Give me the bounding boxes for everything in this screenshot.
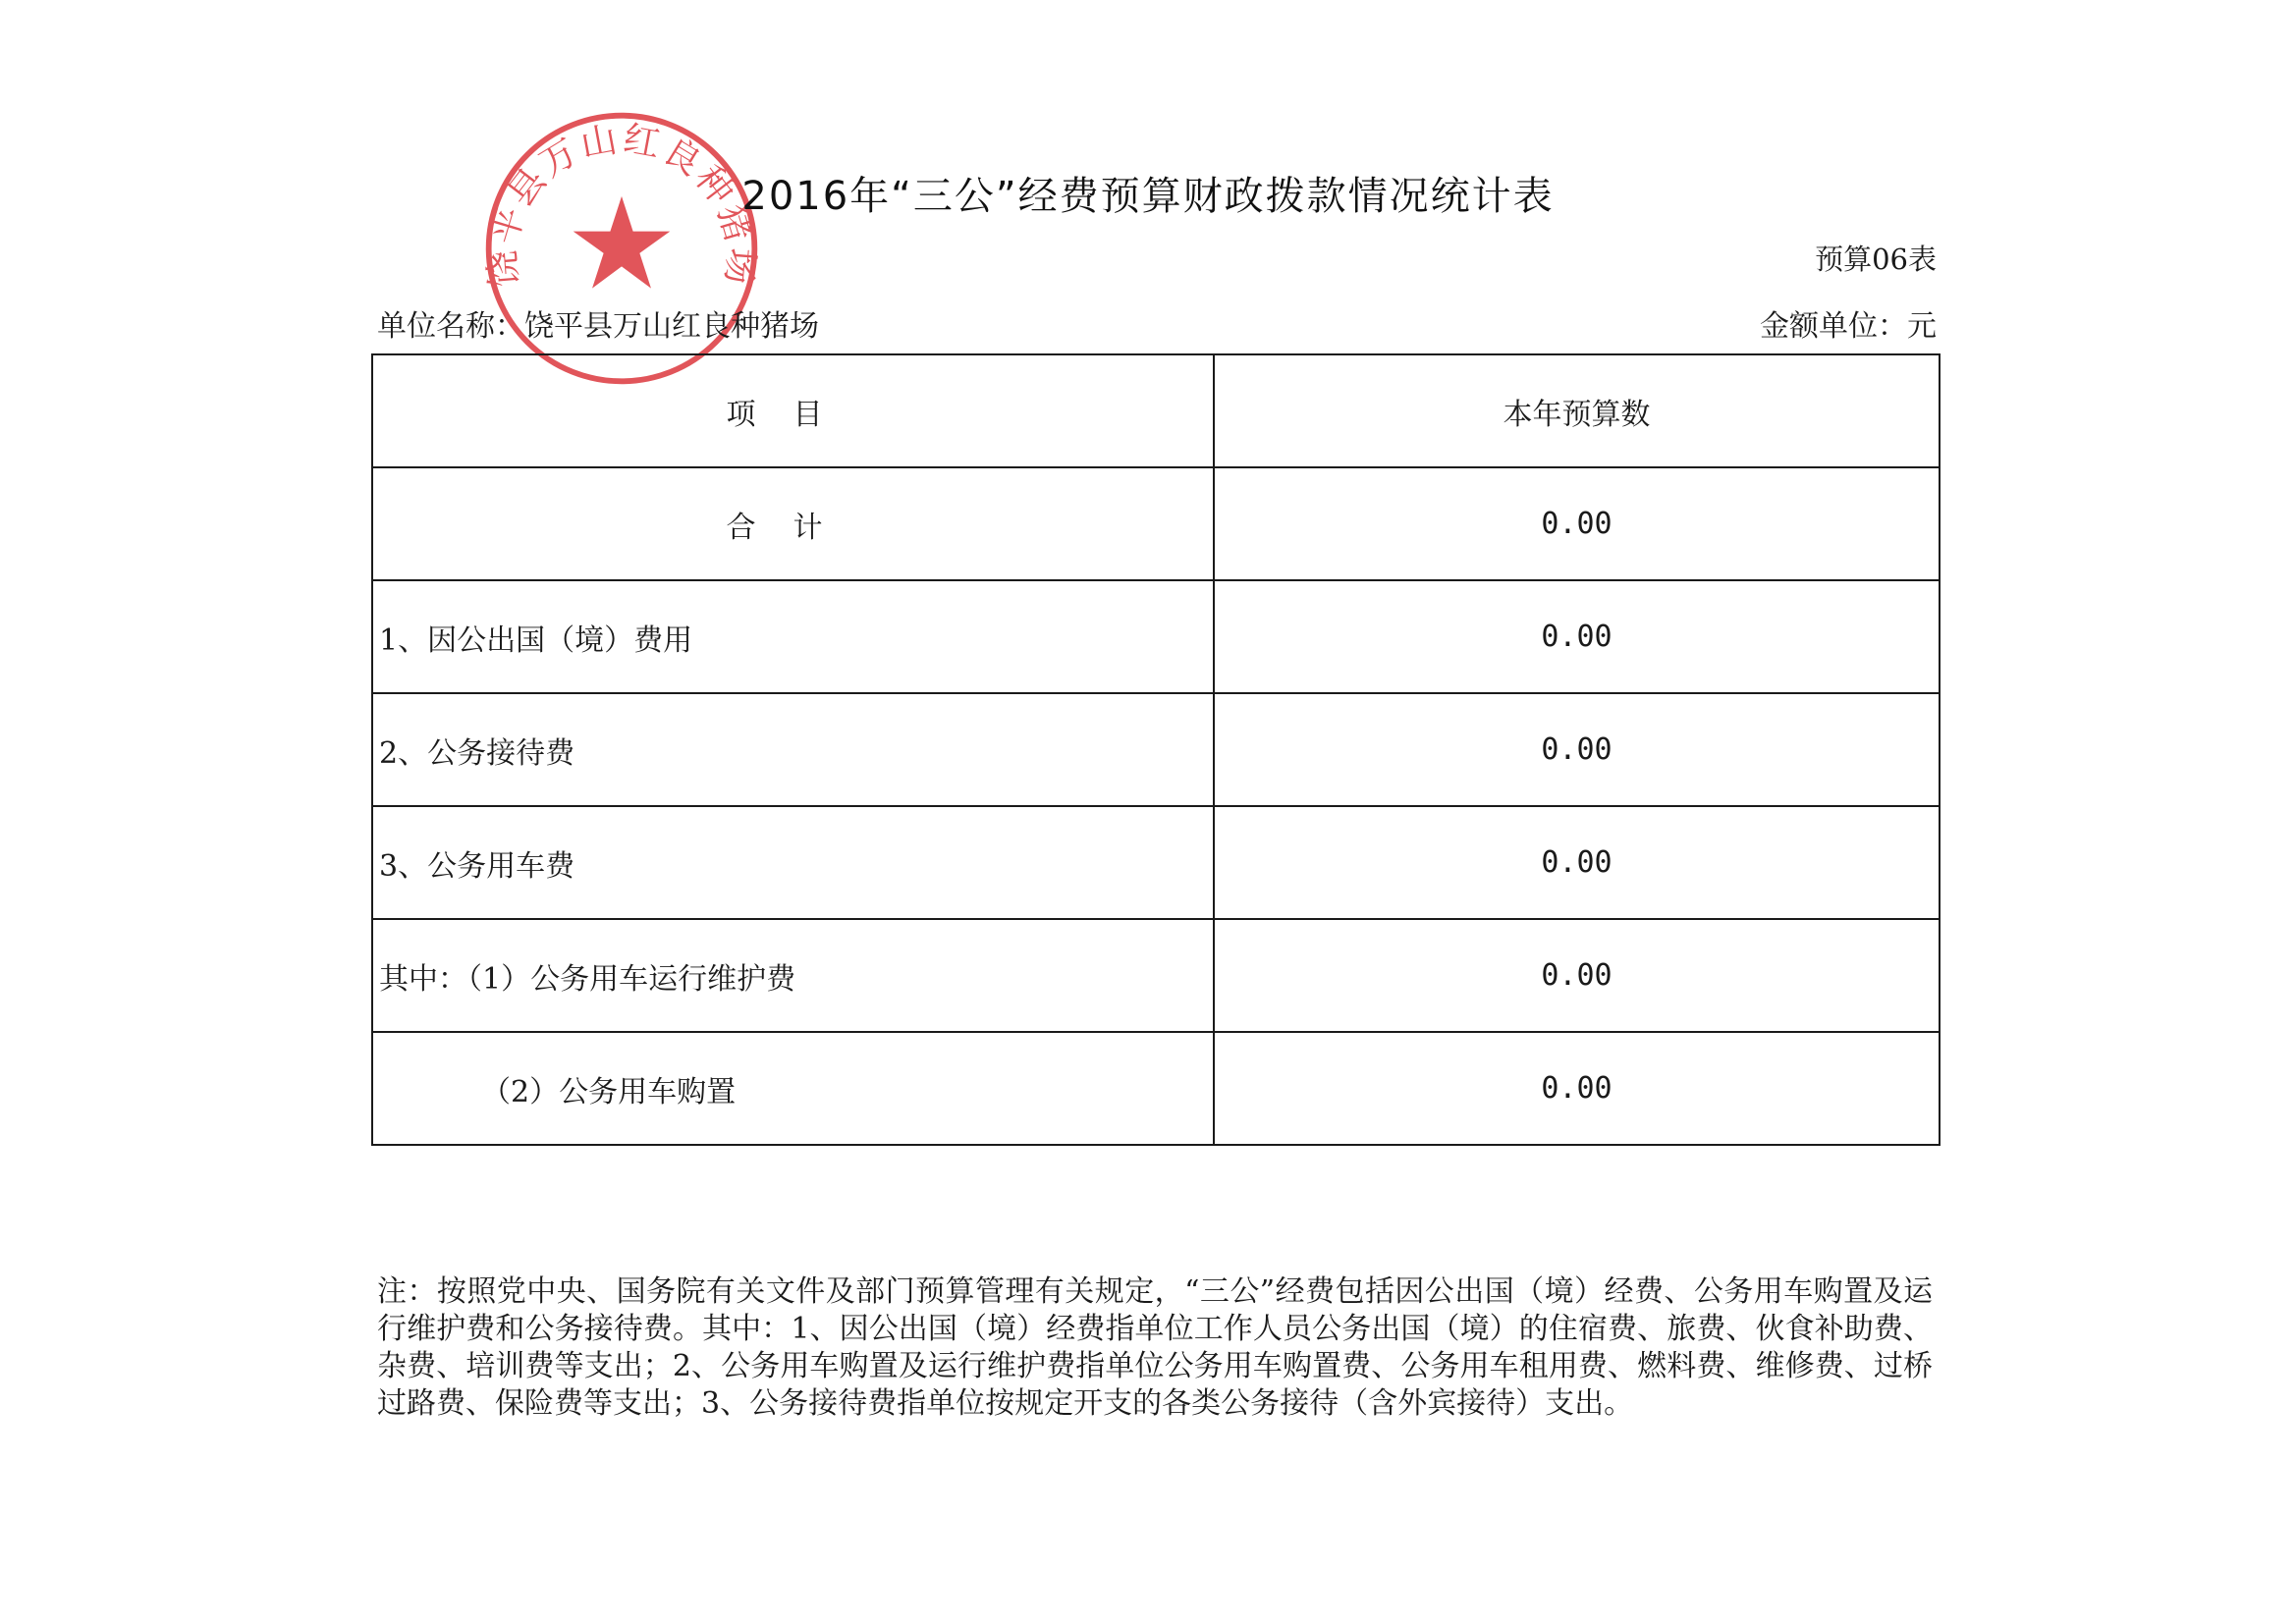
- unit-name: 单位名称：饶平县万山红良种猪场: [377, 309, 819, 344]
- table-header-row: [372, 354, 1940, 467]
- row-label: 1、因公出国（境）费用: [372, 580, 1214, 693]
- row-value: 0.00: [1214, 580, 1940, 693]
- table-row: [372, 693, 1940, 806]
- table-row: [372, 467, 1940, 580]
- budget-table: [371, 353, 1941, 1146]
- official-seal: [479, 106, 764, 391]
- form-code: 预算06表: [1815, 243, 1937, 276]
- table-row: [372, 1032, 1940, 1145]
- amount-unit: 金额单位：元: [1760, 309, 1937, 344]
- row-value: 0.00: [1214, 806, 1940, 919]
- row-value: 0.00: [1214, 1032, 1940, 1145]
- row-value: 0.00: [1214, 919, 1940, 1032]
- seal-text: 饶平县万山红良种猪场: [480, 117, 763, 289]
- table-row: [372, 580, 1940, 693]
- page-title: 2016年“三公”经费预算财政拨款情况统计表: [741, 174, 1555, 219]
- row-label: 2、公务接待费: [372, 693, 1214, 806]
- row-value: 0.00: [1214, 467, 1940, 580]
- table-row: [372, 919, 1940, 1032]
- row-value: 0.00: [1214, 693, 1940, 806]
- row-label: （2）公务用车购置: [372, 1032, 1214, 1145]
- footnote: 注：按照党中央、国务院有关文件及部门预算管理有关规定，“三公”经费包括因公出国（境）经费、公务用车购置及运行维护费和公务接待费。其中：1、因公出国（境）经费指单位工作人员公务出国（境）的住宿费、旅费、伙食补助费、杂费、培训费等支出；2、公务用车购置及运行维护费指单位公务用车购置费、公务用车租用费、燃料费、维修费、过桥过路费、保险费等支出；3、公务接待费指单位按规定开支的各类公务接待（含外宾接待）支出。: [377, 1274, 1933, 1421]
- header-budget: 本年预算数: [1214, 354, 1940, 467]
- table-row: [372, 806, 1940, 919]
- row-label: 3、公务用车费: [372, 806, 1214, 919]
- header-item: 项目: [372, 354, 1214, 467]
- row-label: 合计: [372, 467, 1214, 580]
- row-label: 其中：（1）公务用车运行维护费: [372, 919, 1214, 1032]
